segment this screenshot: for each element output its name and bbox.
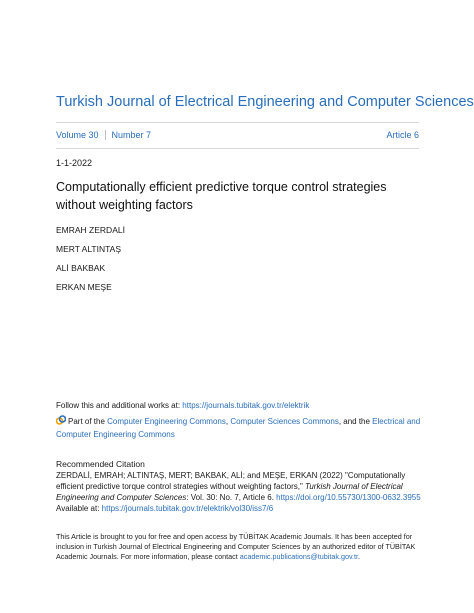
footer-end: . — [358, 552, 360, 561]
bottom-divider — [56, 148, 419, 149]
recommended-citation-body — [56, 470, 421, 514]
volume-link[interactable]: Volume 30 — [56, 130, 99, 140]
doi-link[interactable]: https://doi.org/10.55730/1300-0632.3955 — [276, 493, 421, 502]
follow-line — [56, 400, 309, 411]
recommended-citation-heading: Recommended Citation — [56, 459, 145, 469]
top-divider — [56, 122, 419, 123]
part-of-line — [56, 415, 421, 441]
electrical-computer-engineering-commons-link[interactable]: Electrical and Computer Engineering Commons — [56, 417, 421, 439]
part-of-prefix: Part of the — [68, 417, 108, 426]
footer-text: This Article is brought to you for free and open access by TÜBİTAK Academic Journals. It has been accepted for inclusion in Turkish Journal of Electrical Engineering and Computer Sciences by an authorized editor of TÜBİTAK Academic Journals. For more information, please contact — [56, 532, 416, 561]
publication-date: 1-1-2022 — [56, 158, 93, 168]
issue-bar — [56, 127, 419, 143]
open-access-icon — [56, 415, 66, 425]
footer-notice — [56, 532, 421, 562]
article-link[interactable]: Article 6 — [386, 130, 419, 140]
part-of-sep: , — [225, 417, 231, 426]
author-name: MERT ALTINTAŞ — [56, 244, 122, 254]
part-of-and: , and the — [338, 417, 373, 426]
available-label: Available at: — [56, 504, 102, 513]
author-list — [56, 224, 125, 300]
follow-link[interactable]: https://journals.tubitak.gov.tr/elektrik — [182, 401, 310, 410]
author-name: ALİ BAKBAK — [56, 263, 106, 273]
available-link[interactable]: https://journals.tubitak.gov.tr/elektrik/vol30/iss7/6 — [101, 504, 274, 513]
citation-text: ZERDALİ, EMRAH; ALTINTAŞ, MERT; BAKBAK, ALİ; and MEŞE, ERKAN (2022) "Computationally efficient predictive torque control strategies without weighting factors," — [56, 471, 406, 491]
paper-title: Computationally efficient predictive torque control strategies without weighting factors — [56, 180, 387, 212]
computer-sciences-commons-link[interactable]: Computer Sciences Commons — [230, 417, 339, 426]
number-link[interactable]: Number 7 — [111, 130, 152, 140]
author-name: EMRAH ZERDALİ — [56, 225, 125, 235]
contact-email-link[interactable]: academic.publications@tubitak.gov.tr — [239, 552, 358, 561]
citation-journal: Turkish Journal of Electrical Engineering and Computer Sciences — [56, 482, 403, 502]
journal-title-link[interactable]: Turkish Journal of Electrical Engineering and Computer Sciences — [56, 94, 474, 110]
issue-separator — [105, 130, 106, 140]
follow-label: Follow this and additional works at: — [56, 401, 183, 410]
author-name: ERKAN MEŞE — [56, 282, 112, 292]
computer-engineering-commons-link[interactable]: Computer Engineering Commons — [107, 417, 226, 426]
citation-volume: : Vol. 30: No. 7, Article 6. — [186, 493, 277, 502]
